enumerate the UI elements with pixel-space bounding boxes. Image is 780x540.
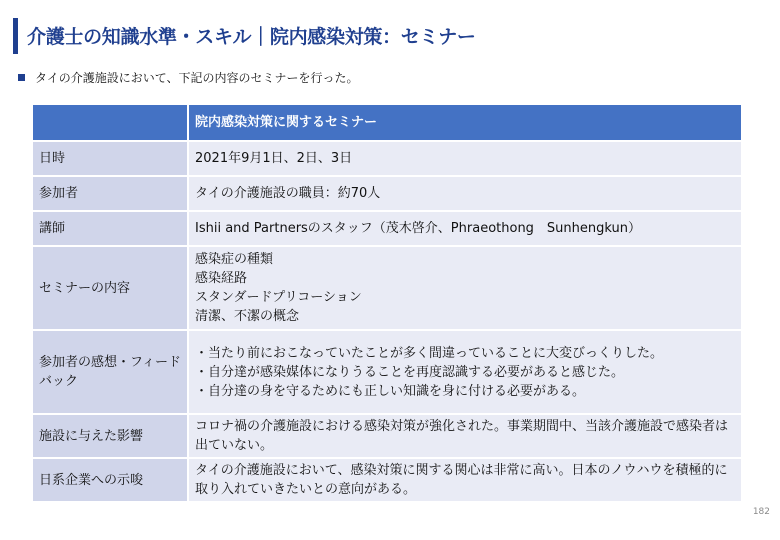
row-value <box>188 141 742 176</box>
seminar-table <box>31 103 743 503</box>
row-value <box>188 414 742 458</box>
row-value-item: スタンダードプリコーション <box>195 290 362 305</box>
row-value <box>188 176 742 211</box>
row-label: 日系企業への示唆 <box>32 458 188 502</box>
row-value <box>188 246 742 330</box>
row-value-item: 2021年9月1日、2日、3日 <box>195 151 353 166</box>
row-value-item: 清潔、不潔の概念 <box>195 309 300 324</box>
row-value-item: 感染症の種類 <box>195 252 274 267</box>
table-row-content <box>32 246 742 330</box>
table-row-participants <box>32 176 742 211</box>
row-value-item: タイの介護施設において、感染対策に関する関心は非常に高い。日本のノウハウを積極的に取り入れていきたいとの意向がある。 <box>195 463 728 497</box>
row-label: セミナーの内容 <box>32 246 188 330</box>
row-label: 参加者 <box>32 176 188 211</box>
table-header-row <box>32 104 742 141</box>
row-label: 施設に与えた影響 <box>32 414 188 458</box>
row-value-item: コロナ禍の介護施設における感染対策が強化された。事業期間中、当該介護施設で感染者は出ていない。 <box>195 419 729 453</box>
row-value-item: ・自分達が感染媒体になりうることを再度認識する必要があると感じた。 <box>195 364 625 380</box>
intro-text: タイの介護施設において、下記の内容のセミナーを行った。 <box>35 71 359 85</box>
row-value-item: タイの介護施設の職員：約70人 <box>195 186 381 201</box>
row-label: 日時 <box>32 141 188 176</box>
table-row-implications <box>32 458 742 502</box>
row-value-item: ・当たり前におこなっていたことが多く間違っていることに大変びっくりした。 <box>195 345 664 361</box>
row-value-item: ・自分達の身を守るためにも正しい知識を身に付ける必要がある。 <box>195 383 586 399</box>
row-value-item: 感染経路 <box>195 271 248 286</box>
table-row-impact <box>32 414 742 458</box>
intro-bullet <box>18 69 359 86</box>
page-number: 182 <box>752 507 770 517</box>
header-empty-cell <box>32 104 188 141</box>
row-value-item: Ishii and Partnersのスタッフ（茂木啓介、Phraeothong Sunhengkun） <box>195 221 641 236</box>
row-value <box>188 458 742 502</box>
bullet-square-icon <box>18 74 25 81</box>
table-row-feedback <box>32 330 742 414</box>
table-row-date <box>32 141 742 176</box>
row-label: 参加者の感想・フィードバック <box>32 330 188 414</box>
row-label: 講師 <box>32 211 188 246</box>
row-value <box>188 211 742 246</box>
page-title: 介護士の知識水準・スキル｜院内感染対策：セミナー <box>27 26 476 48</box>
header-title-cell: 院内感染対策に関するセミナー <box>188 104 742 141</box>
table-row-lecturer <box>32 211 742 246</box>
row-value <box>188 330 742 414</box>
title-accent-bar <box>13 18 18 54</box>
